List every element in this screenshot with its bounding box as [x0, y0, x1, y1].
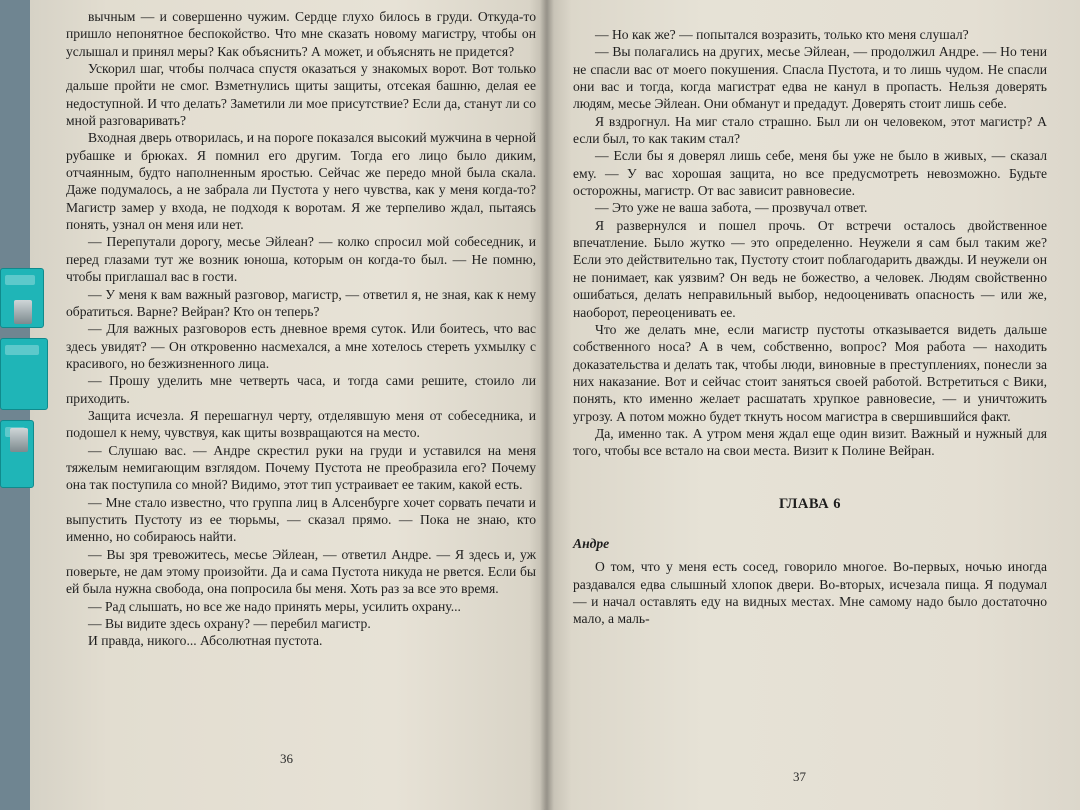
paragraph: Я развернулся и пошел прочь. От встречи осталось двойственное впечатление. Было жутко — это определенно. Неужели я сам был таким же? Если это действительно так, Пустоту стоит поблагодарить дважды. И неужели он не понимает, как уязвим? Он ведь не божество, а человек. Людям свойственно ошибаться, делать неправильный выбор, недооценивать опасность — или же, наоборот, переоценивать ее. [573, 217, 1047, 320]
left-page [30, 0, 550, 810]
paragraph: — У меня к вам важный разговор, магистр, — ответил я, не зная, как к нему обратиться. Варне? Вейран? Кто он теперь? [66, 286, 536, 319]
paragraph: — Мне стало известно, что группа лиц в Алсенбурге хочет сорвать печати и выпустить Пустоту из ее тюрьмы, — сказал прямо. — Пока не знаю, кто именно, но собираюсь найти. [66, 494, 536, 545]
right-page-text [573, 26, 1047, 628]
paragraph: — Но как же? — попытался возразить, только кто меня слушал? [595, 27, 969, 42]
paragraph: — Слушаю вас. — Андре скрестил руки на груди и уставился на меня тяжелым немигающим взглядом. Почему Пустота не преобразила его? Почему она так поступила со мной? Видимо, этот тип устраивает ее таким, какой есть. [66, 442, 536, 493]
paragraph: — Рад слышать, но все же надо принять меры, усилить охрану... [88, 598, 461, 614]
paragraph: О том, что у меня есть сосед, говорило многое. Во-первых, ночью иногда раздавался едва слышный хлопок двери. Во-вторых, исчезала пища. Я подумал — и начал оставлять еду на видных местах. Мне самому надо было достаточно мало, а маль- [573, 559, 1047, 627]
paragraph: — Прошу уделить мне четверть часа, и тогда сами решите, стоило ли приходить. [66, 373, 536, 406]
paragraph: — Для важных разговоров есть дневное время суток. Или боитесь, что вас здесь увидят? — Он откровенно насмехался, а мне хотелось стереть ухмылку с красивого, но безжизненного лица. [66, 321, 536, 371]
paragraph: вычным — и совершенно чужим. Сердце глухо билось в груди. Откуда-то пришло непонятное беспокойство. Что мне сказать новому магистру, чтобы он услышал и принял меры? Как объяснить? А может, и объяснять не придется? [66, 9, 536, 59]
chapter-title: ГЛАВА 6 [779, 495, 841, 512]
binder-clip-icon [14, 300, 32, 324]
paragraph: Входная дверь отворилась, и на пороге показался высокий мужчина в черной рубашке и брюках. Я помнил его другим. Тогда его лицо было диким, отчаянным, будто наполненным яростью. Сейчас же передо мной была скала. Даже подумалось, а не забрала ли Пустота у него чувства, как у меня когда-то? Магистр замер у входа, не подходя к воротам. Я же терпеливо ждал, пытаясь понять, узнал он меня или нет. [66, 130, 536, 233]
right-page [545, 0, 1080, 810]
book-gutter [540, 0, 554, 810]
section-name: Андре [573, 535, 610, 551]
page-number-left: 36 [280, 751, 293, 766]
paragraph: Ускорил шаг, чтобы полчаса спустя оказаться у знакомых ворот. Вот только дальше пройти не смог. Взметнулись щиты защиты, отсекая башню, делая ее недоступной. И что делать? Заметили ли мое присутствие? Если да, станут ли со мной разговаривать? [66, 61, 536, 129]
paragraph: — Вы зря тревожитесь, месье Эйлеан, — ответил Андре. — Я здесь и, уж поверьте, не дам этому произойти. Да и сама Пустота никуда не рвется. Если бы ей была нужна свобода, она попросила бы меня. Хоть раз за все это время. [66, 546, 536, 597]
sticky-tab [0, 338, 48, 410]
paragraph: — Вы видите здесь охрану? — перебил магистр. [88, 616, 371, 632]
page-number-right: 37 [793, 769, 806, 784]
paragraph: Да, именно так. А утром меня ждал еще один визит. Важный и нужный для того, чтобы все встало на свои места. Визит к Полине Вейран. [573, 425, 1047, 459]
paragraph: Защита исчезла. Я перешагнул черту, отделявшую меня от собеседника, и подошел к нему, чувствуя, как щиты возвращаются на место. [66, 407, 536, 441]
paragraph: — Это уже не ваша забота, — прозвучал ответ. [595, 200, 868, 216]
paragraph: И правда, никого... Абсолютная пустота. [88, 633, 323, 649]
paragraph: Я вздрогнул. На миг стало страшно. Был ли он человеком, этот магистр? А если был, то как таким стал? [573, 113, 1047, 147]
paragraph: — Если бы я доверял лишь себе, меня бы уже не было в живых, — сказал ему. — У вас хорошая защита, но все предусмотреть невозможно. Будьте осторожны, магистр. От вас зависит равновесие. [573, 148, 1047, 199]
paragraph: — Вы полагались на других, месье Эйлеан, — продолжил Андре. — Но тени не спасли вас от моего покушения. Спасла Пустота, и то лишь чудом. Не спасли они вас и тогда, когда магистрат едва не канул в пропасть. Нельзя доверять людям, месье Эйлеан. Они обманут и предадут. Доверять стоит лишь себе. [573, 44, 1047, 112]
paragraph: — Перепутали дорогу, месье Эйлеан? — колко спросил мой собеседник, и перед глазами тут же возник юноша, которым он когда-то был. — Не помню, чтобы приглашал вас в гости. [66, 234, 536, 285]
paragraph: Что же делать мне, если магистр пустоты отказывается видеть дальше собственного носа? А в чем, собственно, вопрос? Моя работа — находить доказательства и делать так, чтобы люди, виновные в преступлениях, понесли за них наказание. Вот и сейчас стоит заняться своей работой. Встретиться с Вики, понять, кто именно желает расшатать хрупкое равновесие, — и уничтожить угрозу. А потом можно будет ткнуть носом магистра в свершившийся факт. [573, 321, 1047, 424]
left-page-text [66, 8, 536, 650]
binder-clip-icon [10, 428, 28, 452]
